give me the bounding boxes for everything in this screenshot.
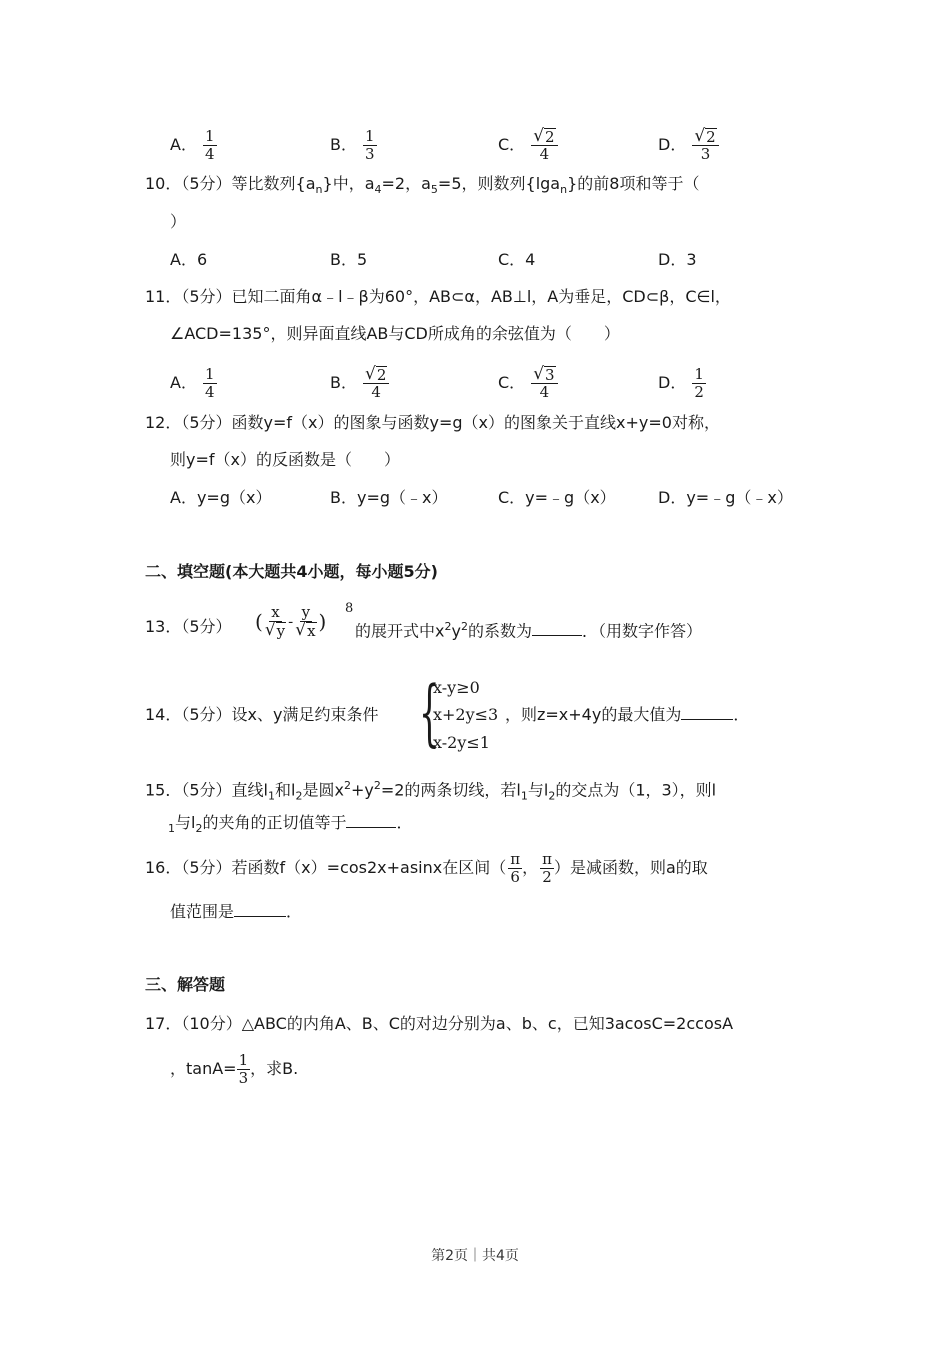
q14-prefix: 14．（5分）设x、y满足约束条件 — [145, 705, 379, 724]
q11-option-a — [170, 366, 217, 401]
option-label: A． — [170, 373, 197, 392]
q10-option-d: D．3 — [658, 250, 697, 269]
q11-line2: ∠ACD=135°，则异面直线AB与CD所成角的余弦值为（ ） — [170, 324, 620, 343]
q14-constraint-2: x+2y≤3 — [433, 705, 499, 724]
option-label: B． — [330, 373, 357, 392]
q17-line1: 17．（10分）△ABC的内角A、B、C的对边分别为a、b、c，已知3acosC=2ccosA — [145, 1014, 734, 1033]
q17-line2: ，tanA= $\frac{1}{3}$ ，求B. — [170, 1051, 299, 1087]
q14-constraint-1: x-y≥0 — [433, 678, 480, 697]
option-label: C． — [498, 135, 526, 154]
q16-answer-blank — [234, 916, 286, 917]
q10-line2: ） — [170, 212, 187, 231]
option-fraction: $\frac{1}{4}$ — [204, 365, 215, 401]
option-label: C． — [498, 373, 526, 392]
q13-answer-blank — [532, 635, 582, 636]
q9-option-d — [658, 128, 719, 163]
q11-option-c — [498, 366, 558, 401]
q12-option-c: C．y=﹣g（x） — [498, 488, 616, 507]
option-label: D． — [658, 373, 687, 392]
option-fraction: √ 2 3 — [692, 128, 718, 163]
q13-prefix: 13．（5分） — [145, 617, 232, 636]
q14-answer-blank — [681, 719, 733, 720]
q12-option-a: A．y=g（x） — [170, 488, 272, 507]
q14-constraint-3: x-2y≤1 — [433, 733, 490, 752]
option-label: A． — [170, 135, 197, 154]
q10-line1: 10．（5分）等比数列$\{a_n\}$中，$a_4=2$，$a_5=5$，则数列{lga$_n$}的前8项和等于（ — [145, 174, 700, 197]
q14-suffix: ，则z=x+4y的最大值为 ． — [505, 705, 750, 724]
q12-option-b: B．y=g（﹣x） — [330, 488, 448, 507]
option-label: D． — [658, 135, 687, 154]
q10-option-a: A．6 — [170, 250, 208, 269]
q9-option-c — [498, 128, 558, 163]
q13-expression: ( x √ y - y √ x ) — [255, 603, 327, 640]
q9-option-a — [170, 128, 217, 163]
option-label: B． — [330, 135, 357, 154]
option-fraction: √ 3 4 — [531, 366, 557, 401]
q15-line2: $_1$与$l_2$的夹角的正切值等于 ． — [168, 813, 413, 836]
q13-power: 8 — [345, 601, 354, 616]
option-fraction: $\frac{1}{2}$ — [694, 365, 704, 401]
q10-option-c: C．4 — [498, 250, 536, 269]
section-solve-title: 三、解答题 — [145, 975, 226, 994]
option-fraction: $\frac{1}{3}$ — [364, 127, 375, 163]
section-fill-in-title: 二、填空题(本大题共4小题，每小题5分) — [145, 562, 438, 581]
q13-suffix: 的展开式中$x^2y^2$的系数为 ．（用数字作答） — [355, 620, 702, 641]
q16-line1: 16．（5分）若函数f（x）=cos2x+asinx在区间（ $\frac{\pi}{6}$ ， $\frac{\pi}{2}$ ）是减函数，则a的取 — [145, 850, 708, 886]
option-fraction: √ 2 4 — [363, 366, 389, 401]
q12-option-d: D．y=﹣g（﹣x） — [658, 488, 793, 507]
q11-line1: 11．（5分）已知二面角α﹣l﹣β为60°，AB⊂α，AB⊥l，A为垂足，CD⊂β，C∈l， — [145, 287, 731, 306]
option-fraction: √ 2 4 — [531, 128, 557, 163]
q14-brace: { — [419, 670, 440, 754]
option-fraction: $\frac{1}{4}$ — [204, 127, 215, 163]
q15-answer-blank — [346, 827, 396, 828]
q16-line2: 值范围是 ． — [170, 902, 303, 921]
q9-option-b — [330, 128, 377, 163]
q12-line1: 12．（5分）函数y=f（x）的图象与函数y=g（x）的图象关于直线x+y=0对称， — [145, 413, 720, 432]
q11-option-b — [330, 366, 389, 401]
q11-option-d — [658, 366, 706, 401]
q12-line2: 则y=f（x）的反函数是（ ） — [170, 450, 400, 469]
q15-line1: 15．（5分）直线$l_1$和$l_2$是圆$x^2+y^2=2$的两条切线，若$l_1$与$l_2$的交点为（1，3），则l — [145, 779, 717, 803]
page-footer: 第2页｜共4页 — [431, 1248, 519, 1264]
q10-option-b: B．5 — [330, 250, 368, 269]
